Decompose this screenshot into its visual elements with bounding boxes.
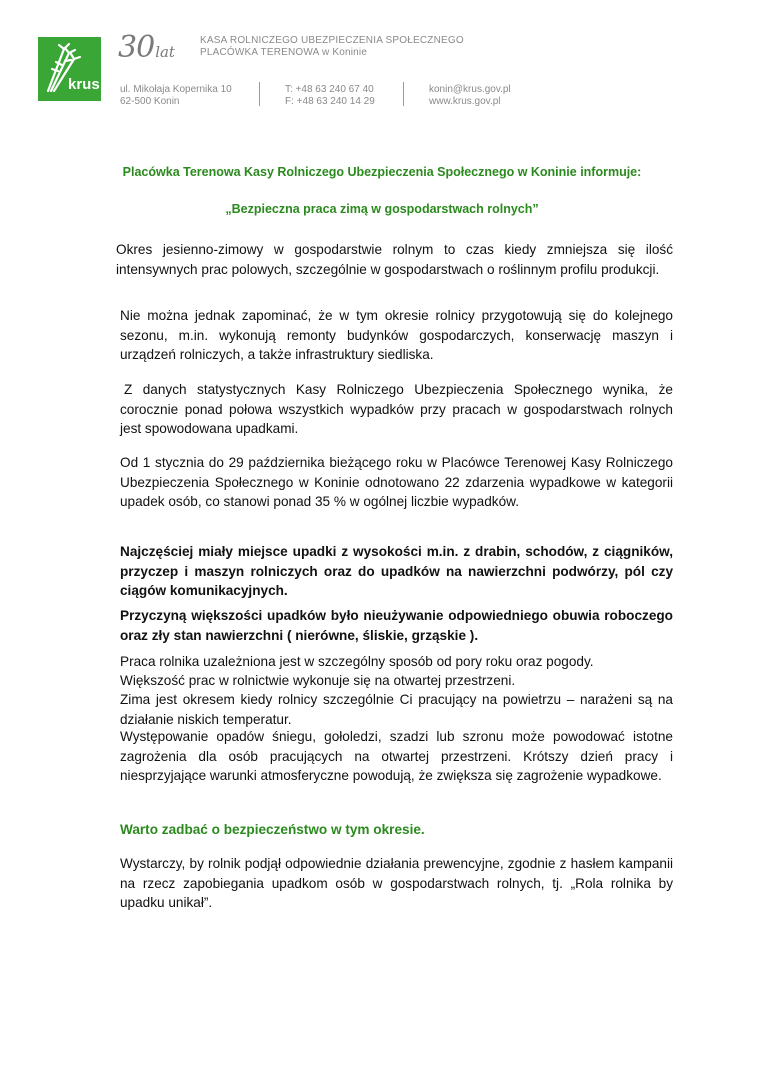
wheat-logo-icon xyxy=(38,37,101,101)
paragraph-5: Najczęściej miały miejsce upadki z wysokości m.in. z drabin, schodów, z ciągników, przyczep i maszyn rolniczych oraz do upadków na nawierzchni podwórzy, pól czy ciągów komunikacyjnych. xyxy=(120,544,673,598)
paragraph-8: Wystarczy, by rolnik podjął odpowiednie działania prewencyjne, zgodnie z hasłem kampanii na rzecz zapobiegania upadkom osób w gospodarstwach rolnych, tj. „Rola rolnika by upadku unikał”. xyxy=(120,856,673,910)
fax-number: F: +48 63 240 14 29 xyxy=(285,96,375,107)
phone-number: T: +48 63 240 67 40 xyxy=(285,84,374,95)
paragraph-7c: Zima jest okresem kiedy rolnicy szczególnie Ci pracujący na powietrzu – narażeni są na działanie niskich temperatur. xyxy=(120,692,673,727)
paragraph-1: Okres jesienno-zimowy w gospodarstwie rolnym to czas kiedy zmniejsza się ilość intensywnych prac polowych, szczególnie w gospodarstwach o roślinnym profilu produkcji. xyxy=(116,242,673,277)
address-line-2: 62-500 Konin xyxy=(120,96,180,107)
paragraph-4: Od 1 stycznia do 29 października bieżącego roku w Placówce Terenowej Kasy Rolniczego Ubezpieczenia Społecznego w Koninie odnotowano 22 zdarzenia wypadkowe w kategorii upadek osób, co stanowi ponad 35 % w ogólnej liczbie wypadków. xyxy=(120,455,673,509)
address-block xyxy=(120,84,232,108)
anniversary-word: lat xyxy=(155,43,175,61)
document-title: „Bezpieczna praca zimą w gospodarstwach rolnych” xyxy=(225,202,539,216)
paragraph-6: Przyczyną większości upadków było nieużywanie odpowiedniego obuwia roboczego oraz zły stan nawierzchni ( nierówne, śliskie, grząskie ). xyxy=(120,608,673,643)
phone-block xyxy=(285,84,375,108)
anniversary-mark xyxy=(118,30,175,65)
line-7b: Większość prac w rolnictwie wykonuje się na otwartej przestrzeni. xyxy=(120,673,516,688)
anniversary-number: 30 xyxy=(118,30,155,65)
header-divider xyxy=(259,82,260,106)
line-7a: Praca rolnika uzależniona jest w szczególny sposób od pory roku oraz pogody. xyxy=(120,654,594,669)
email-link[interactable]: konin@krus.gov.pl xyxy=(429,84,511,95)
paragraph-3: Z danych statystycznych Kasy Rolniczego Ubezpieczenia Społecznego wynika, że corocznie ponad połowa wszystkich wypadków przy pracach w gospodarstwach rolnych jest spowodowana upadkami. xyxy=(120,382,673,436)
krus-logo xyxy=(38,37,101,101)
svg-text:krus: krus xyxy=(68,76,100,93)
org-line-1: KASA ROLNICZEGO UBEZPIECZENIA SPOŁECZNEGO xyxy=(200,35,464,46)
website-link[interactable]: www.krus.gov.pl xyxy=(429,96,501,107)
paragraph-7d: Występowanie opadów śniegu, gołoledzi, szadzi lub szronu może powodować istotne zagrożenia dla osób pracujących na otwartej przestrzeni. Krótszy dzień pracy i niesprzyjające warunki atmosferyczne powodują, że zwiększa się zagrożenie wypadkowe. xyxy=(120,729,673,783)
address-line-1: ul. Mikołaja Kopernika 10 xyxy=(120,84,232,95)
organization-name xyxy=(200,35,464,59)
info-heading: Placówka Terenowa Kasy Rolniczego Ubezpieczenia Społecznego w Koninie informuje: xyxy=(122,165,642,179)
header-divider xyxy=(403,82,404,106)
paragraph-2: Nie można jednak zapominać, że w tym okresie rolnicy przygotowują się do kolejnego sezonu, m.in. wykonują remonty budynków gospodarczych, konserwację maszyn i urządzeń rolniczych, a także infrastruktury siedliska. xyxy=(120,308,673,362)
subheading: Warto zadbać o bezpieczeństwo w tym okresie. xyxy=(120,822,425,837)
org-line-2: PLACÓWKA TERENOWA w Koninie xyxy=(200,47,368,58)
web-block xyxy=(429,84,511,108)
